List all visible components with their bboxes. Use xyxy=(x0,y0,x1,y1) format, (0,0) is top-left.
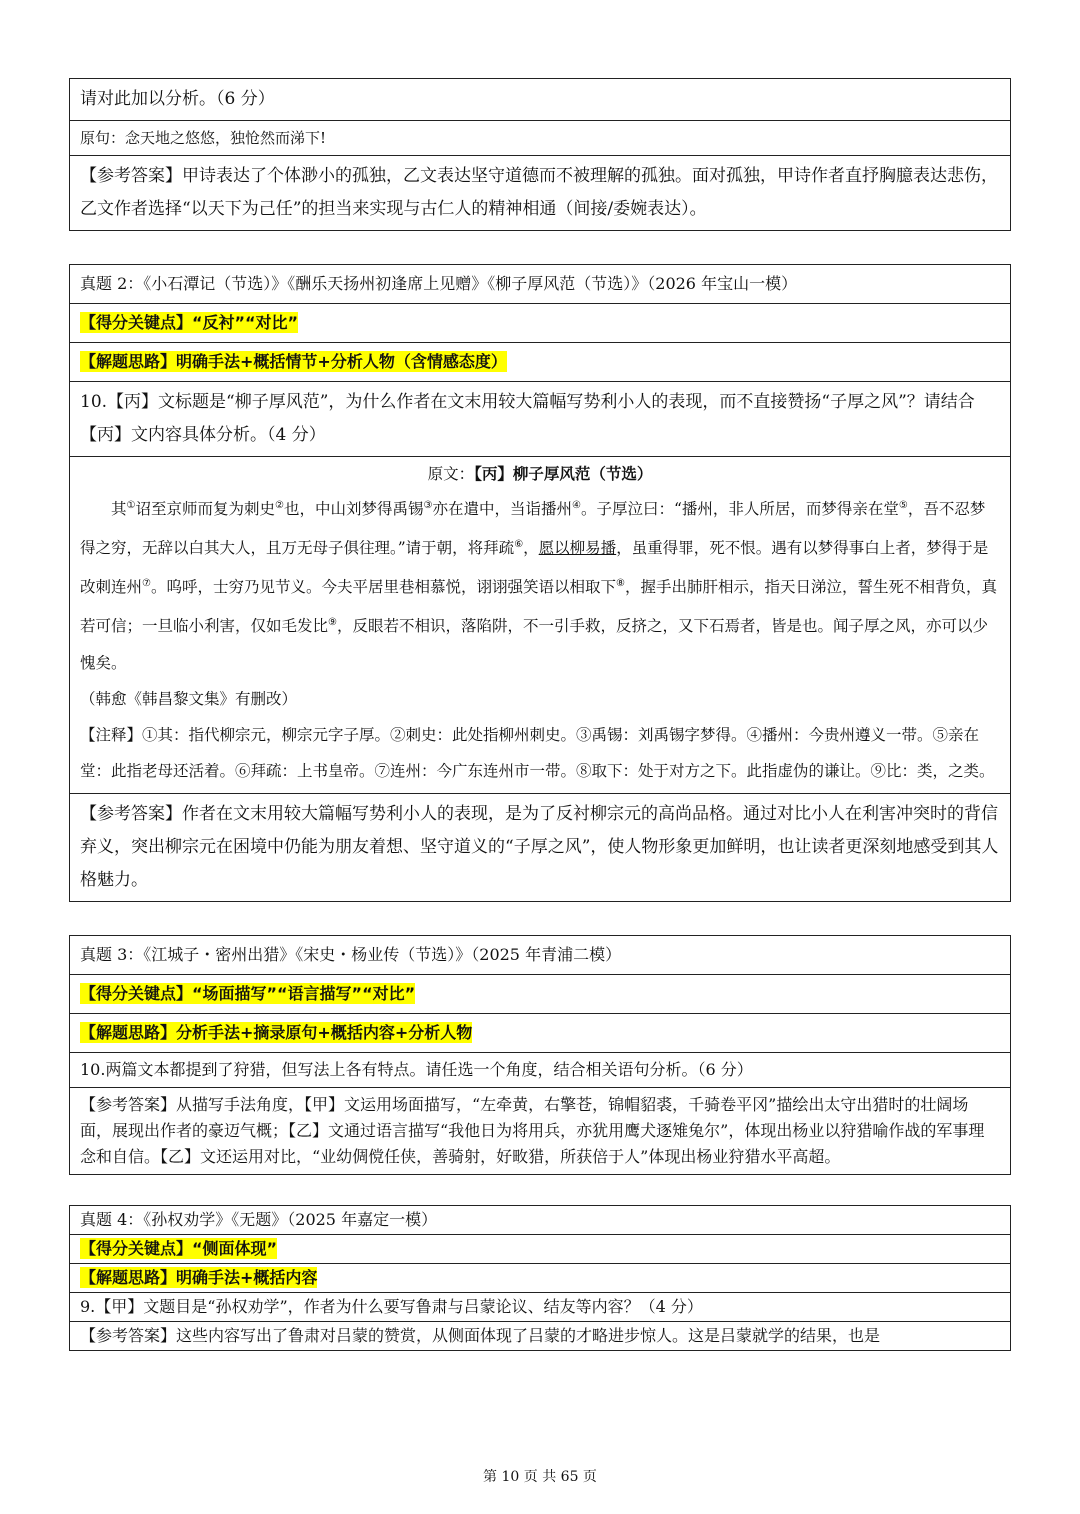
spacer xyxy=(69,1175,1011,1205)
question-tail: 请对此加以分析。（6 分） xyxy=(70,79,1011,121)
exam-title: 真题 3：《江城子・密州出猎》《宋史・杨业传（节选）》（2025 年青浦二模） xyxy=(70,935,1011,974)
approach-highlight: 【解题思路】明确手法+概括内容 xyxy=(80,1267,318,1287)
reference-answer: 【参考答案】甲诗表达了个体渺小的孤独，乙文表达坚守道德而不被理解的孤独。面对孤独，甲诗作者直抒胸臆表达悲伤，乙文作者选择“以天下为己任”的担当来实现与古仁人的精神相通（间接/委婉表达）。 xyxy=(70,156,1011,231)
underlined-phrase: 愿以柳易播 xyxy=(538,539,617,558)
key-points-highlight: 【得分关键点】“场面描写”“语言描写”“对比” xyxy=(80,983,416,1003)
question-text: 10.【丙】文标题是“柳子厚风范”，为什么作者在文末用较大篇幅写势利小人的表现，而不直接赞扬“子厚之风”？请结合【丙】文内容具体分析。（4 分） xyxy=(70,382,1011,457)
question-block-4 xyxy=(69,1205,1011,1351)
reference-answer: 【参考答案】作者在文末用较大篇幅写势利小人的表现，是为了反衬柳宗元的高尚品格。通过对比小人在利害冲突时的背信弃义，突出柳宗元在困境中仍能为朋友着想、坚守道义的“子厚之风”，使人物形象更加鲜明，也让读者更深刻地感受到其人格魅力。 xyxy=(70,793,1011,901)
exam-title: 真题 2：《小石潭记（节选）》《酬乐天扬州初逢席上见赠》《柳子厚风范（节选）》（2026 年宝山一模） xyxy=(70,265,1011,304)
question-text: 10.两篇文本都提到了狩猎，但写法上各有特点。请任选一个角度，结合相关语句分析。（6 分） xyxy=(70,1052,1011,1087)
original-passage xyxy=(70,457,1011,794)
passage-heading: 原文：【丙】柳子厚风范（节选） xyxy=(427,465,653,483)
question-block-2 xyxy=(69,264,1011,902)
original-sentence: 原句：念天地之悠悠，独怆然而涕下! xyxy=(70,121,1011,156)
exam-title: 真题 4：《孙权劝学》《无题》（2025 年嘉定一模） xyxy=(70,1205,1011,1234)
spacer xyxy=(69,902,1011,935)
page-footer: 第 10 页 共 65 页 xyxy=(483,1469,597,1485)
passage-source: （韩愈《韩昌黎文集》有删改） xyxy=(80,689,298,708)
question-block-3 xyxy=(69,935,1011,1175)
reference-answer: 【参考答案】从描写手法角度，【甲】文运用场面描写，“左牵黄，右擎苍，锦帽貂裘，千骑卷平冈”描绘出太守出猎时的壮阔场面，展现出作者的豪迈气概；【乙】文通过语言描写“我他日为将用兵，亦犹用鹰犬逐雉兔尔”，体现出杨业以狩猎喻作战的军事理念和自信。【乙】文还运用对比，“业幼倜傥任侠，善骑射，好畋猎，所获倍于人”体现出杨业狩猎水平高超。 xyxy=(70,1087,1011,1174)
key-points-highlight: 【得分关键点】“反衬”“对比” xyxy=(80,313,299,332)
question-block-1 xyxy=(69,78,1011,231)
passage-notes: 【注释】①其：指代柳宗元，柳宗元字子厚。②刺史：此处指柳州刺史。③禹锡：刘禹锡字梦得。④播州：今贵州遵义一带。⑤亲在堂：此指老母还活着。⑥拜疏：上书皇帝。⑦连州：今广东连州市一带。⑧取下：处于对方之下。此指虚伪的谦让。⑨比：类，之类。 xyxy=(80,725,995,780)
document-page xyxy=(69,78,1011,1351)
approach-highlight: 【解题思路】明确手法+概括情节+分析人物（含情感态度） xyxy=(80,352,507,371)
spacer xyxy=(69,231,1011,264)
passage-text: 其①诏至京师而复为刺史②也，中山刘梦得禹锡③亦在遣中，当诣播州④。子厚泣曰：“播州，非人所居，而梦得亲在堂⑤，吾不忍梦得之穷，无辞以白其大人，且万无母子俱往理。”请于朝，将拜疏⑥，愿以柳易播，虽重得罪，死不恨。遇有以梦得事白上者，梦得于是改刺连州⑦。呜呼，士穷乃见节义。今夫平居里巷相慕悦，诩诩强笑语以相取下⑧，握手出肺肝相示，指天日涕泣，誓生死不相背负，真若可信；一旦临小利害，仅如毛发比⑨，反眼若不相识，落陷阱，不一引手救，反挤之，又下石焉者，皆是也。闻子厚之风，亦可以少愧矣。 xyxy=(80,500,997,672)
key-points-highlight: 【得分关键点】“侧面体现” xyxy=(80,1238,278,1258)
approach-highlight: 【解题思路】分析手法+摘录原句+概括内容+分析人物 xyxy=(80,1022,473,1042)
reference-answer: 【参考答案】这些内容写出了鲁肃对吕蒙的赞赏，从侧面体现了吕蒙的才略进步惊人。这是吕蒙就学的结果，也是 xyxy=(70,1321,1011,1350)
question-text: 9.【甲】文题目是“孙权劝学”，作者为什么要写鲁肃与吕蒙论议、结友等内容？（4 分） xyxy=(70,1292,1011,1321)
